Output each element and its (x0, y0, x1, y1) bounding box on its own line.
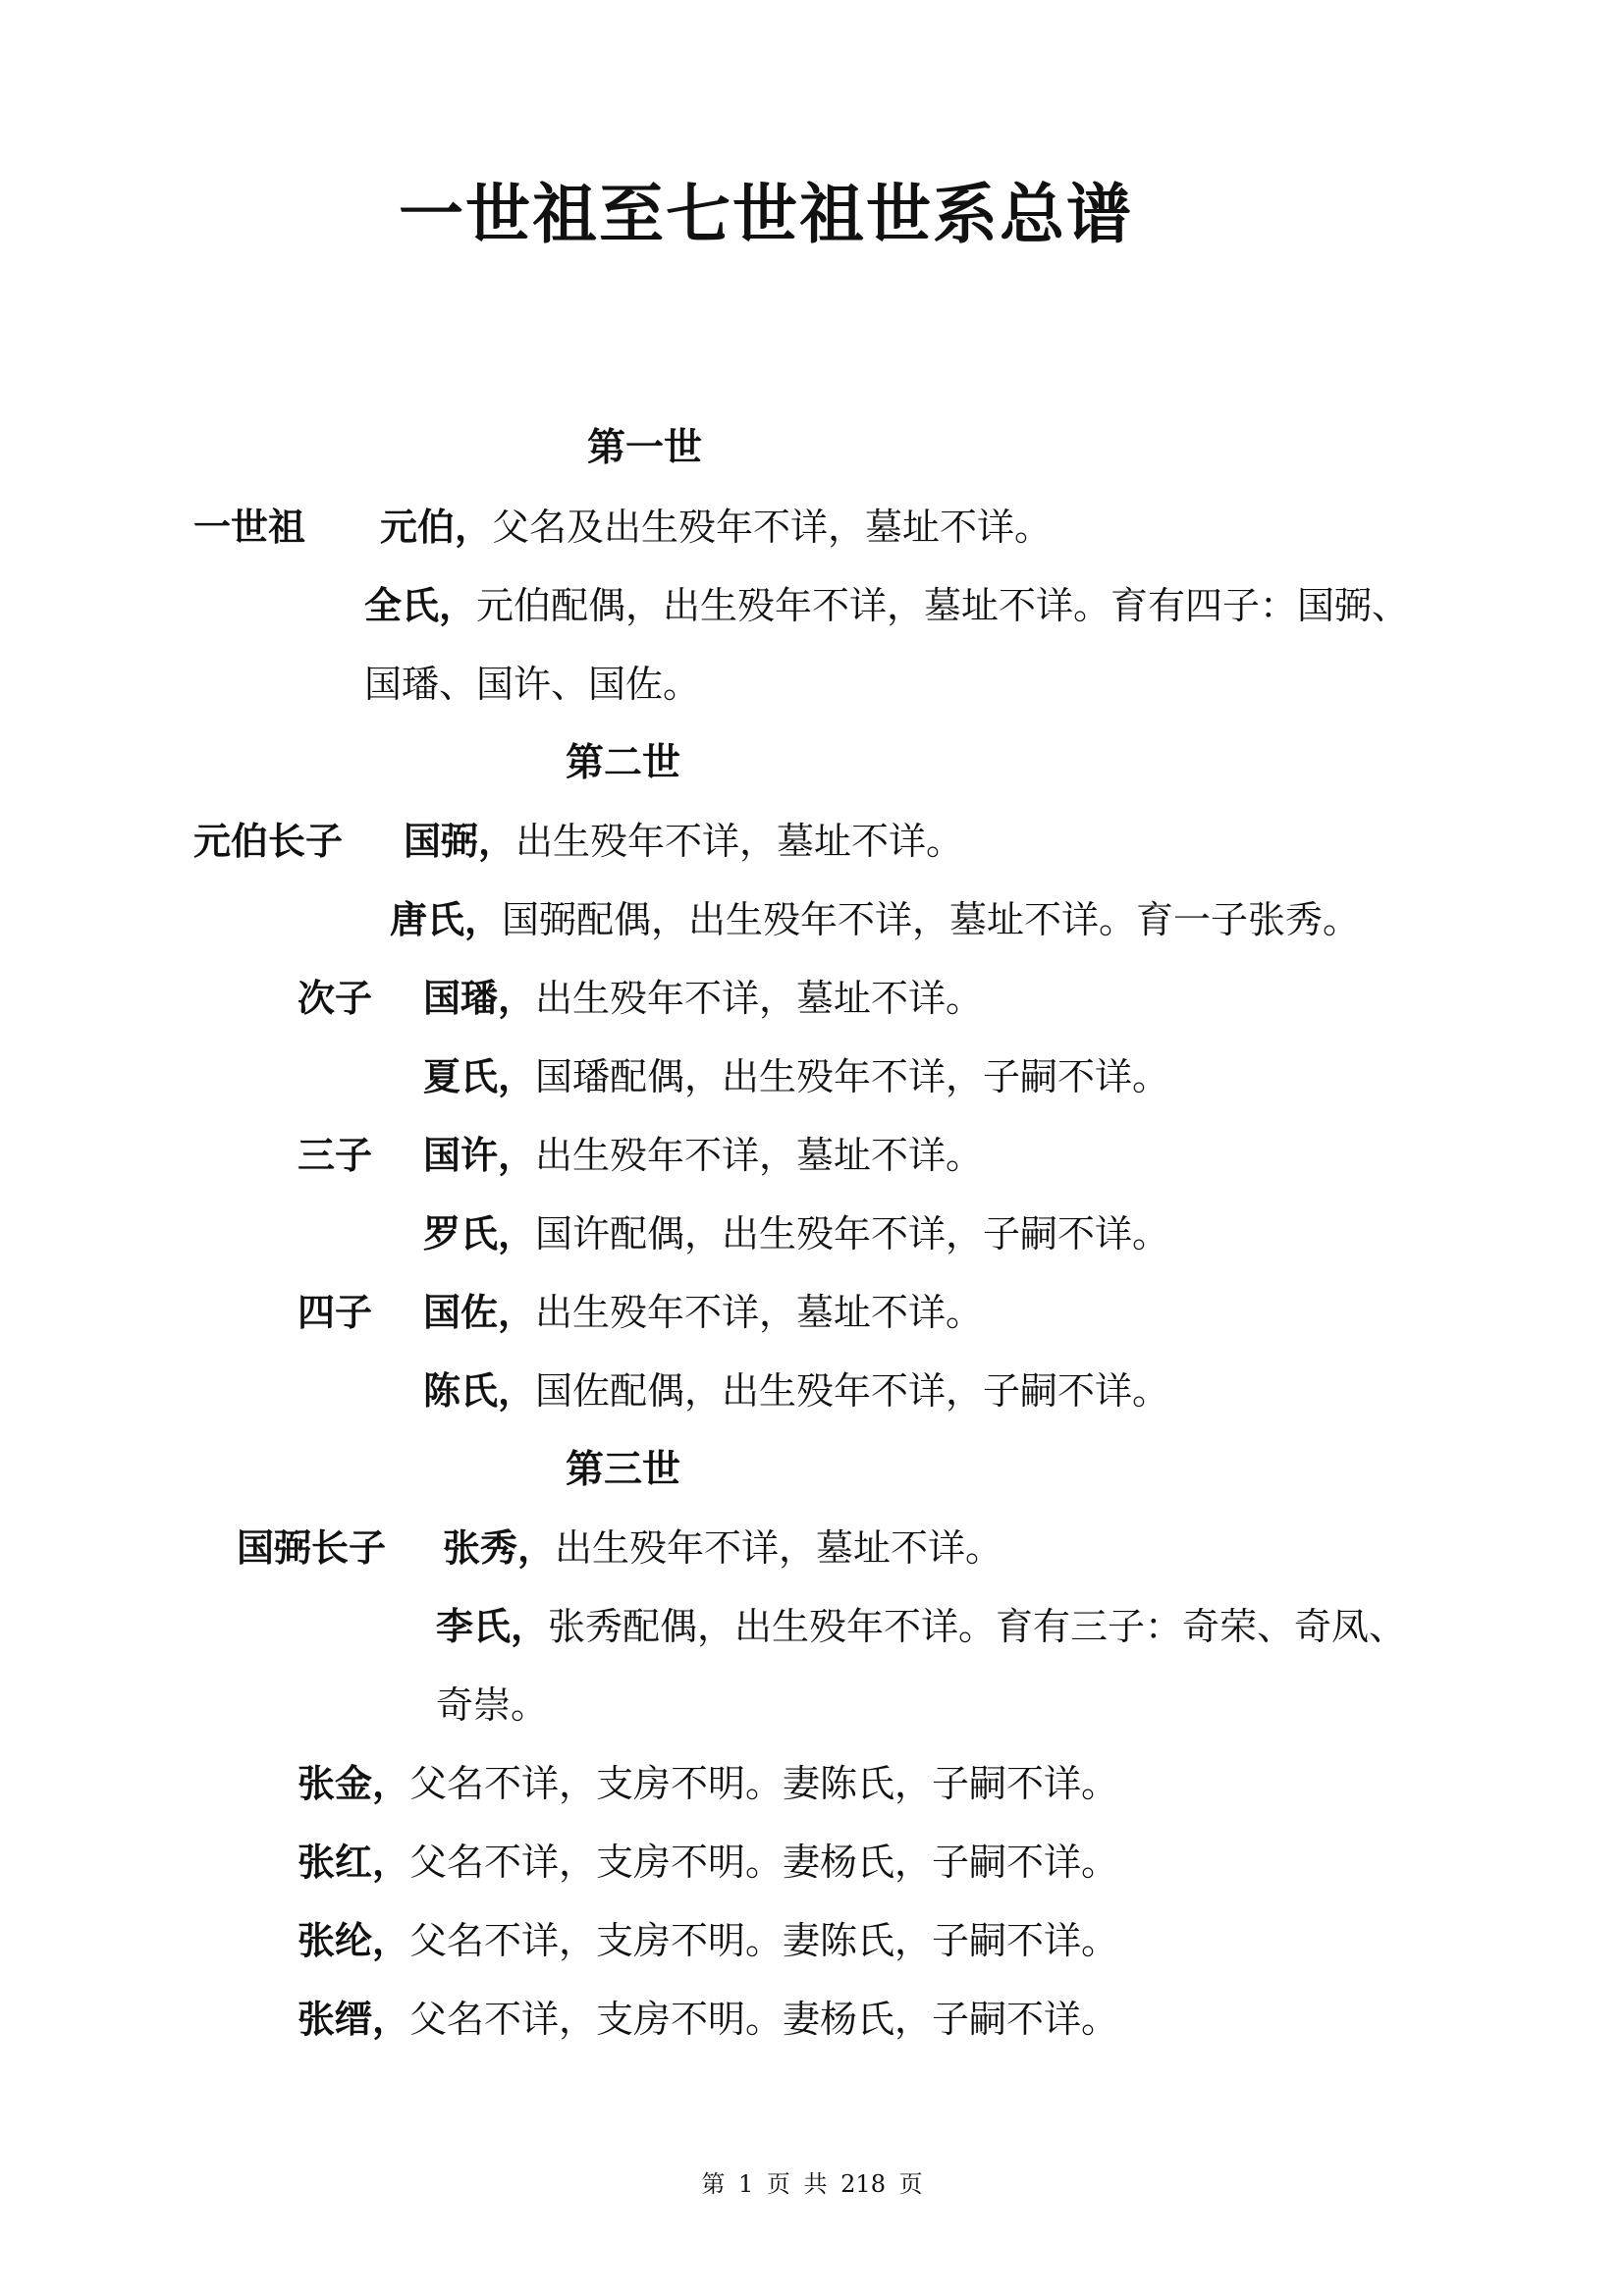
genealogy-entry (298, 1997, 1119, 2041)
entry-text: 父名不详，支房不明。妻杨氏，子嗣不详。 (409, 1841, 1119, 1884)
generation-heading-3: 第三世 (566, 1447, 681, 1492)
genealogy-entry (298, 976, 984, 1020)
entry-name: 罗氏， (423, 1211, 536, 1255)
genealogy-entry (423, 1368, 1170, 1413)
entry-relation: 三子 (298, 1133, 373, 1177)
genealogy-entry (390, 897, 1361, 941)
entry-text: 出生殁年不详，墓址不详。 (515, 820, 964, 863)
entry-relation: 四子 (298, 1290, 373, 1334)
genealogy-entry (436, 1604, 1407, 1648)
entry-name: 国璠， (423, 976, 536, 1020)
entry-text: 父名不详，支房不明。妻陈氏，子嗣不详。 (409, 1919, 1119, 1962)
entry-name: 张纶， (298, 1918, 410, 1962)
entry-text: 国许配偶，出生殁年不详，子嗣不详。 (535, 1212, 1170, 1255)
genealogy-entry-continuation: 奇崇。 (436, 1683, 549, 1727)
entry-relation: 一世祖 (193, 505, 306, 549)
genealogy-entry (298, 1761, 1119, 1805)
entry-text: 国璠配偶，出生殁年不详，子嗣不详。 (535, 1055, 1170, 1098)
entry-name: 元伯， (380, 505, 493, 549)
entry-name: 国佐， (423, 1290, 536, 1334)
genealogy-entry (298, 1840, 1119, 1884)
entry-text: 出生殁年不详，墓址不详。 (555, 1526, 1003, 1570)
entry-name: 全氏， (364, 583, 477, 627)
genealogy-entry-continuation: 国璠、国许、国佐。 (364, 663, 701, 706)
entry-name: 陈氏， (423, 1368, 536, 1413)
entry-text: 出生殁年不详，墓址不详。 (535, 1291, 984, 1334)
entry-name: 国许， (423, 1133, 536, 1177)
entry-text: 父名不详，支房不明。妻杨氏，子嗣不详。 (409, 1998, 1119, 2041)
entry-text: 父名及出生殁年不详，墓址不详。 (492, 506, 1053, 549)
entry-text: 出生殁年不详，墓址不详。 (535, 1134, 984, 1177)
entry-name: 张缙， (298, 1997, 410, 2041)
entry-name: 张金， (298, 1761, 410, 1805)
genealogy-entry (193, 819, 964, 863)
generation-heading-2: 第二世 (566, 740, 681, 785)
generation-heading-1: 第一世 (587, 425, 703, 470)
genealogy-entry (237, 1525, 1003, 1570)
genealogy-entry (298, 1918, 1119, 1962)
entry-name: 李氏， (436, 1604, 549, 1648)
entry-relation: 元伯长子 (193, 819, 344, 863)
page-footer: 第 1 页 共 218 页 (701, 2170, 923, 2198)
genealogy-entry (423, 1054, 1170, 1098)
entry-name: 唐氏， (390, 897, 503, 941)
entry-relation: 国弼长子 (237, 1525, 387, 1570)
genealogy-entry (364, 583, 1410, 627)
entry-text: 元伯配偶，出生殁年不详，墓址不详。育有四子：国弼、 (476, 584, 1410, 627)
entry-name: 国弼， (404, 819, 516, 863)
entry-text: 出生殁年不详，墓址不详。 (535, 977, 984, 1020)
genealogy-entry (298, 1290, 984, 1334)
page-title: 一世祖至七世祖世系总谱 (399, 176, 1133, 252)
entry-text: 父名不详，支房不明。妻陈氏，子嗣不详。 (409, 1762, 1119, 1805)
entry-name: 张秀， (443, 1525, 556, 1570)
genealogy-entry (423, 1211, 1170, 1255)
entry-text: 张秀配偶，出生殁年不详。育有三子：奇荣、奇凤、 (548, 1605, 1407, 1648)
entry-text: 国弼配偶，出生殁年不详，墓址不详。育一子张秀。 (502, 898, 1361, 941)
genealogy-entry (298, 1133, 984, 1177)
entry-relation: 次子 (298, 976, 373, 1020)
entry-name: 夏氏， (423, 1054, 536, 1098)
genealogy-entry (193, 505, 1053, 549)
entry-name: 张红， (298, 1840, 410, 1884)
entry-text: 国佐配偶，出生殁年不详，子嗣不详。 (535, 1369, 1170, 1413)
